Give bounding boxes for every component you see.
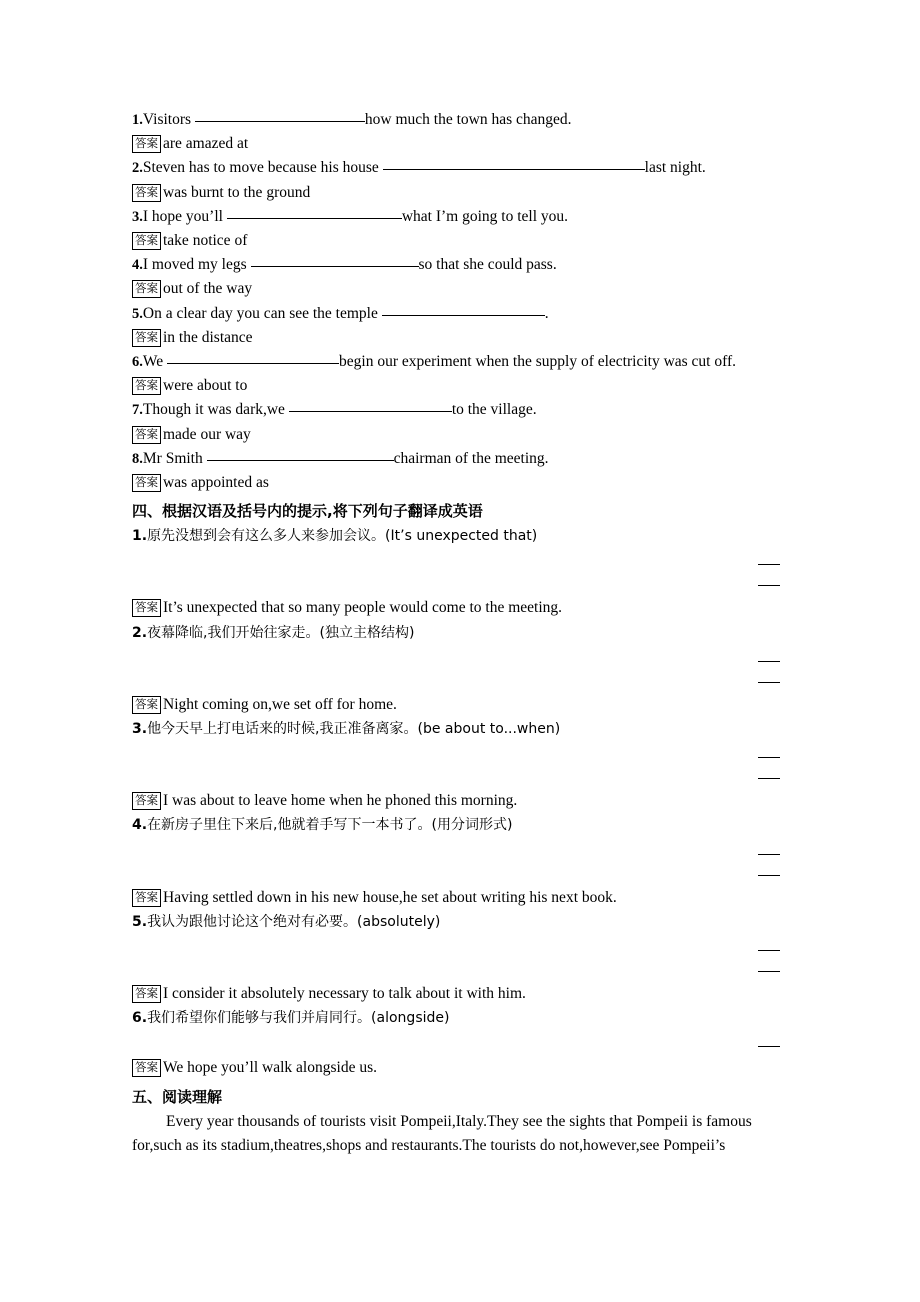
write-rule — [758, 950, 780, 951]
question-line — [132, 447, 780, 471]
question-text-before: I hope you’ll — [142, 207, 227, 225]
question-text-after: last night. — [644, 159, 706, 177]
question-line — [132, 350, 780, 374]
question-line — [132, 156, 780, 180]
answer-tag: 答案 — [132, 889, 161, 907]
question-text-before: Steven has to move because his house — [142, 159, 383, 177]
answer-tag: 答案 — [132, 792, 161, 810]
answer-text: was burnt to the ground — [163, 183, 311, 201]
question-number: 3. — [132, 208, 143, 225]
prompt-text: 我们希望你们能够与我们并肩同行。(alongside) — [147, 1010, 450, 1027]
write-area[interactable] — [132, 838, 780, 886]
question-number: 6. — [132, 354, 143, 371]
answer-text: Having settled down in his new house,he set about writing his next book. — [163, 888, 617, 906]
question-text-after: begin our experiment when the supply of electricity was cut off. — [339, 353, 737, 371]
answer-tag: 答案 — [132, 232, 161, 250]
question-number: 1. — [132, 528, 148, 545]
write-area[interactable] — [132, 645, 780, 693]
answer-blank[interactable] — [289, 411, 452, 412]
prompt-text: 原先没想到会有这么多人来参加会议。(It’s unexpected that) — [147, 528, 538, 545]
write-rule — [758, 757, 780, 758]
answer-line — [132, 229, 780, 253]
write-rule — [758, 661, 780, 662]
prompt-text: 他今天早上打电话来的时候,我正准备离家。(be about to...when) — [147, 721, 561, 738]
translate-prompt — [132, 524, 780, 548]
answer-tag: 答案 — [132, 377, 161, 395]
translate-prompt — [132, 1006, 780, 1030]
answer-tag: 答案 — [132, 135, 161, 153]
answer-line — [132, 982, 780, 1006]
question-text-after: how much the town has changed. — [364, 111, 572, 128]
translate-prompt — [132, 717, 780, 741]
answer-text: was appointed as — [163, 474, 269, 492]
answer-line — [132, 277, 780, 301]
answer-text: are amazed at — [163, 135, 249, 153]
write-rule — [758, 875, 780, 876]
answer-text: out of the way — [163, 280, 253, 298]
answer-line — [132, 132, 780, 156]
answer-line — [132, 1056, 780, 1080]
answer-line — [132, 886, 780, 910]
question-text-after: what I’m going to tell you. — [401, 207, 568, 225]
write-area[interactable] — [132, 1030, 780, 1056]
answer-text: were about to — [163, 377, 248, 395]
section-heading-translate: 四、根据汉语及括号内的提示,将下列句子翻译成英语 — [132, 502, 483, 521]
question-number: 3. — [132, 721, 148, 738]
question-line — [132, 205, 780, 229]
question-line — [132, 108, 780, 132]
answer-tag: 答案 — [132, 474, 161, 492]
question-text-before: I moved my legs — [142, 256, 251, 274]
question-number: 5. — [132, 913, 148, 930]
answer-tag: 答案 — [132, 329, 161, 347]
answer-line — [132, 326, 780, 350]
question-line — [132, 398, 780, 422]
reading-passage — [132, 1110, 780, 1158]
question-number: 8. — [132, 450, 143, 467]
answer-line — [132, 596, 780, 620]
answer-blank[interactable] — [383, 169, 645, 170]
answer-text: take notice of — [163, 232, 248, 250]
answer-line — [132, 181, 780, 205]
answer-text: Night coming on,we set off for home. — [163, 695, 397, 713]
question-text-before: Visitors — [142, 111, 195, 128]
question-number: 4. — [132, 817, 148, 834]
answer-text: in the distance — [163, 328, 253, 346]
passage-line-2: for,such as its stadium,theatres,shops and restaurants.The tourists do not,however,see Pompeii’s — [132, 1136, 726, 1154]
write-area[interactable] — [132, 934, 780, 982]
write-area[interactable] — [132, 548, 780, 596]
question-text-after: chairman of the meeting. — [393, 449, 549, 467]
passage-line-1: Every year thousands of tourists visit Pompeii,Italy.They see the sights that Pompeii is famous — [166, 1112, 752, 1130]
answer-tag: 答案 — [132, 184, 161, 202]
answer-blank[interactable] — [227, 218, 402, 219]
answer-tag: 答案 — [132, 426, 161, 444]
answer-text: We hope you’ll walk alongside us. — [163, 1059, 377, 1077]
answer-blank[interactable] — [382, 315, 545, 316]
translate-prompt — [132, 621, 780, 645]
question-text-before: Mr Smith — [142, 449, 207, 467]
question-number: 2. — [132, 160, 143, 177]
question-number: 7. — [132, 402, 143, 419]
answer-blank[interactable] — [195, 121, 365, 122]
write-rule — [758, 564, 780, 565]
answer-line — [132, 471, 780, 495]
write-rule — [758, 778, 780, 779]
answer-line — [132, 789, 780, 813]
write-rule — [758, 682, 780, 683]
answer-text: I was about to leave home when he phoned this morning. — [163, 792, 518, 810]
question-number: 2. — [132, 624, 148, 641]
question-text-before: On a clear day you can see the temple — [142, 304, 382, 322]
answer-text: made our way — [163, 425, 251, 443]
prompt-text: 在新房子里住下来后,他就着手写下一本书了。(用分词形式) — [147, 817, 513, 834]
section-heading-reading: 五、阅读理解 — [132, 1087, 223, 1106]
translate-list — [132, 524, 780, 1080]
fill-blank-list — [132, 108, 780, 495]
answer-tag: 答案 — [132, 696, 161, 714]
translate-prompt — [132, 813, 780, 837]
answer-tag: 答案 — [132, 985, 161, 1003]
answer-tag: 答案 — [132, 1059, 161, 1077]
question-line — [132, 253, 780, 277]
answer-tag: 答案 — [132, 599, 161, 617]
write-area[interactable] — [132, 741, 780, 789]
prompt-text: 夜幕降临,我们开始往家走。(独立主格结构) — [147, 624, 415, 641]
question-number: 1. — [132, 112, 143, 128]
answer-text: It’s unexpected that so many people would come to the meeting. — [163, 599, 563, 617]
answer-blank[interactable] — [207, 460, 394, 461]
answer-line — [132, 693, 780, 717]
question-text-after: to the village. — [451, 401, 537, 419]
answer-line — [132, 374, 780, 398]
answer-text: I consider it absolutely necessary to talk about it with him. — [163, 985, 526, 1003]
translate-prompt — [132, 910, 780, 934]
question-text-before: Though it was dark,we — [142, 401, 289, 419]
answer-line — [132, 423, 780, 447]
write-rule — [758, 585, 780, 586]
question-line — [132, 302, 780, 326]
question-text-after: . — [544, 304, 549, 322]
question-number: 6. — [132, 1010, 148, 1027]
answer-blank[interactable] — [251, 266, 419, 267]
question-number: 5. — [132, 305, 143, 322]
answer-tag: 答案 — [132, 280, 161, 298]
write-rule — [758, 854, 780, 855]
write-rule — [758, 971, 780, 972]
answer-blank[interactable] — [167, 363, 339, 364]
question-text-after: so that she could pass. — [418, 256, 557, 274]
question-text-before: We — [142, 353, 168, 371]
prompt-text: 我认为跟他讨论这个绝对有必要。(absolutely) — [147, 913, 441, 930]
question-number: 4. — [132, 257, 143, 274]
write-rule — [758, 1046, 780, 1047]
